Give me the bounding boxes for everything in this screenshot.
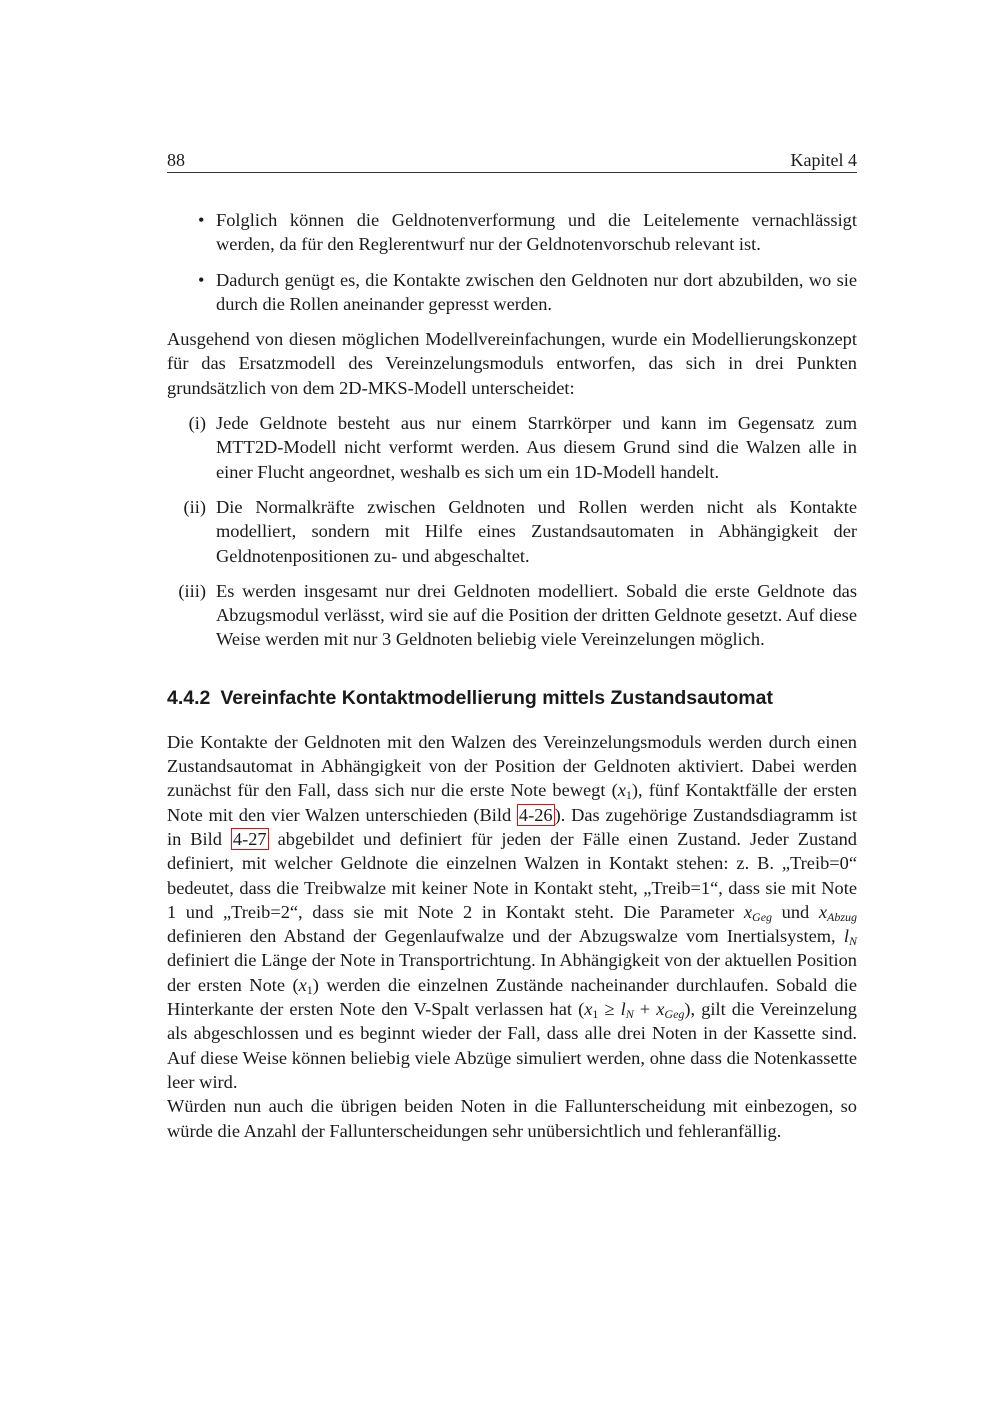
section-number: 4.4.2 <box>167 686 211 709</box>
math-sub: 1 <box>625 788 632 803</box>
math-operator: ≥ <box>598 999 621 1020</box>
math-var: x <box>584 999 593 1020</box>
math-var: x <box>743 901 753 922</box>
math-var: x <box>617 780 626 801</box>
math-inequality <box>584 999 685 1022</box>
math-sub: Geg <box>752 909 773 924</box>
page-header <box>167 148 857 173</box>
document-page <box>167 0 857 1414</box>
enum-item <box>167 579 857 652</box>
math-x-abzug <box>819 902 857 922</box>
page-number: 88 <box>167 150 185 170</box>
math-sub: Geg <box>664 1007 685 1022</box>
enum-text: Die Normalkräfte zwischen Geldnoten und Rollen werden nicht als Kontakte modelliert, sondern mit Hilfe eines Zustandsautomaten in Abhängigkeit der Geldnotenpositionen zu- und abgeschaltet. <box>216 496 857 566</box>
final-paragraph: Würden nun auch die übrigen beiden Noten in die Fallunterscheidung mit einbezogen, so würde die Anzahl der Fallunterscheidungen sehr unübersichtlich und fehleranfällig. <box>167 1096 857 1141</box>
figure-reference-link[interactable]: 4-27 <box>232 828 267 849</box>
math-sub: 1 <box>592 1007 599 1022</box>
math-var: x <box>818 901 827 922</box>
math-var: l <box>843 926 849 947</box>
enum-text: Jede Geldnote besteht aus nur einem Starrkörper und kann im Gegensatz zum MTT2D-Modell nicht verformt werden. Aus diesem Grund sind die Walzen alle in einer Flucht angeordnet, weshalb es sich um ein 1D-Modell handelt. <box>216 413 857 482</box>
text-run: ) werden die einzelnen Zustände nacheinander durchlaufen. Sobald die Hinterkante der ersten Note den V-Spalt verlassen hat ( <box>167 974 857 1020</box>
enum-text: Es werden insgesamt nur drei Geldnoten modelliert. Sobald die erste Geldnote das Abzugsmodul verlässt, wird sie auf die Position der dritten Geldnote gesetzt. Auf diese Weise werden mit nur 3 Geldnoten beliebig viele Vereinzelungen möglich. <box>216 580 857 650</box>
text-run: abgebildet und definiert für jeden der Fälle einen Zustand. Jeder Zustand definiert, mit welcher Geldnote die einzelnen Walzen in Kontakt stehen: z. B. „Treib=0“ bedeutet, dass die Treibwalze mit keiner Note in Kontakt steht, „Treib=1“, dass sie mit Note 1 und „Treib=2“, dass sie mit Note 2 in Kontakt steht. Die Parameter <box>167 828 857 922</box>
bullet-marker: • <box>198 210 205 230</box>
intro-paragraph: Ausgehend von diesen möglichen Modellvereinfachungen, wurde ein Modellierungskonzept für das Ersatzmodell des Vereinzelungsmoduls entworfen, das sich in drei Punkten grundsätzlich von dem 2D-MKS-Modell unterscheidet: <box>167 329 857 398</box>
math-var: l <box>620 999 626 1020</box>
math-sub: N <box>848 934 857 949</box>
enum-item <box>167 411 857 484</box>
text-run: Die Kontakte der Geldnoten mit den Walzen des Vereinzelungsmoduls werden durch einen Zustandsautomat in Abhängigkeit von der Position der Geldnoten aktiviert. Dabei werden zunächst für den Fall, dass sich nur die erste Note bewegt ( <box>167 731 857 801</box>
bullet-list <box>167 208 857 316</box>
chapter-label: Kapitel 4 <box>790 150 857 170</box>
enum-label: (ii) <box>183 496 206 517</box>
math-sub: N <box>625 1007 634 1022</box>
enum-item <box>167 495 857 568</box>
main-paragraph <box>167 730 857 1094</box>
math-x1 <box>299 975 313 995</box>
math-var: x <box>656 999 665 1020</box>
text-run: definiert die Länge der Note in Transportrichtung. In Abhängigkeit von der aktuellen Position der ersten Note ( <box>167 950 857 995</box>
bullet-item <box>167 208 857 257</box>
section-heading <box>167 686 857 710</box>
enum-label: (i) <box>188 413 206 434</box>
math-var: x <box>298 974 307 995</box>
text-run: ), gilt die Vereinzelung als abgeschlossen und es beginnt wieder der Fall, dass alle drei Noten in der Kassette sind. Auf diese Weise können beliebig viele Abzüge simuliert werden, ohne dass die Notenkassette leer wird. <box>167 999 857 1092</box>
text-run: ). Das zugehörige Zustandsdiagramm ist in Bild <box>167 804 857 849</box>
enum-label: (iii) <box>178 580 206 601</box>
bullet-text: Dadurch genügt es, die Kontakte zwischen den Geldnoten nur dort abzubilden, wo sie durch die Rollen aneinander gepresst werden. <box>216 269 857 314</box>
math-x1 <box>617 780 632 803</box>
page-content <box>167 208 857 1143</box>
enumerated-list <box>167 411 857 652</box>
math-sub: 1 <box>306 982 313 997</box>
bullet-marker: • <box>198 269 205 290</box>
math-sub: Abzug <box>827 909 857 924</box>
text-run: definieren den Abstand der Gegenlaufwalze und der Abzugswalze vom Inertialsystem, <box>167 926 844 947</box>
math-operator: + <box>633 999 657 1020</box>
figure-reference-link[interactable]: 4-26 <box>518 804 553 825</box>
bullet-item <box>167 268 857 317</box>
text-run: und <box>772 901 819 922</box>
math-l-n <box>843 926 857 949</box>
text-run: ), fünf Kontaktfälle der ersten Note mit den vier Walzen unterschieden (Bild <box>167 780 857 825</box>
bullet-text: Folglich können die Geldnotenverformung und die Leitelemente vernachlässigt werden, da für den Reglerentwurf nur der Geldnotenvorschub relevant ist. <box>216 210 857 255</box>
math-x-geg <box>744 902 772 922</box>
section-title: Vereinfachte Kontaktmodellierung mittels Zustandsautomat <box>220 686 773 709</box>
